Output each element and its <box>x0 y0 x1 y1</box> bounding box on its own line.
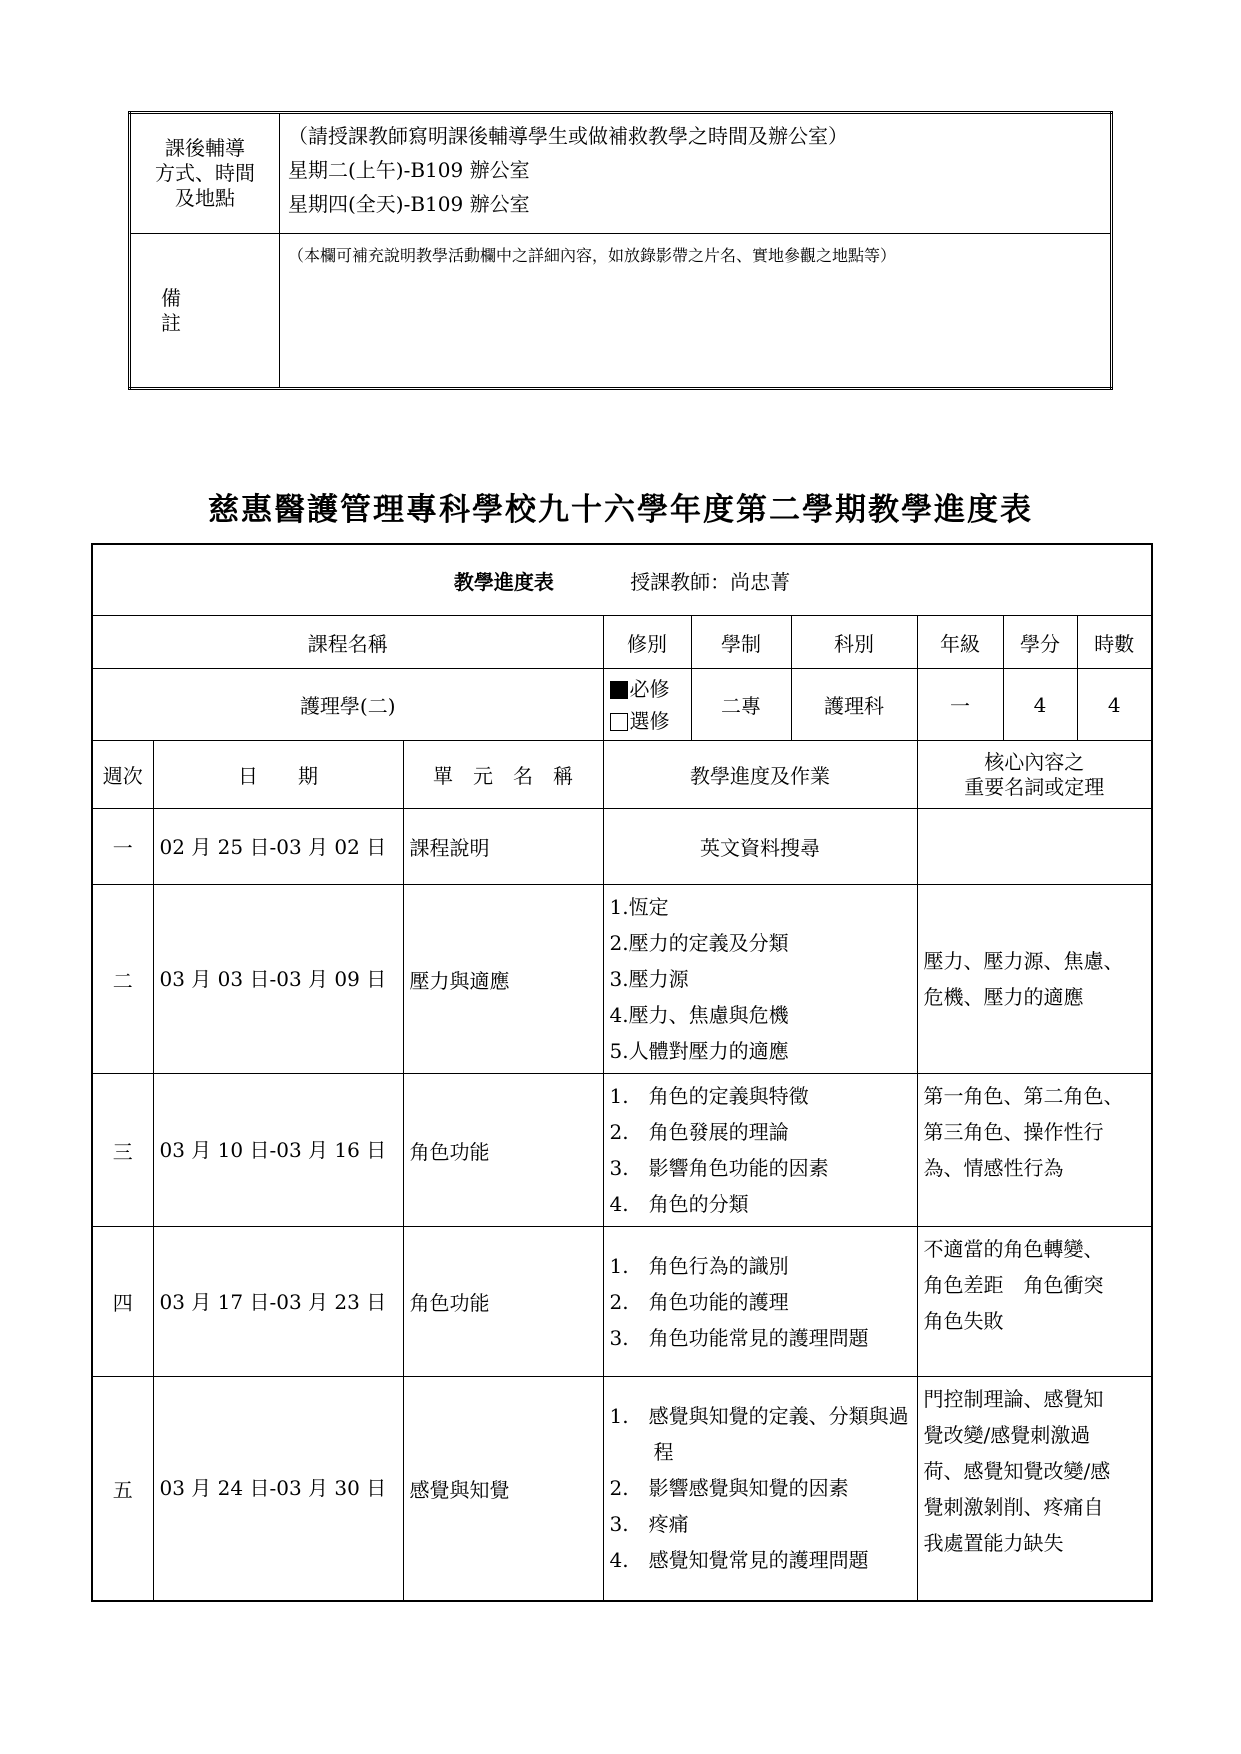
tutoring-label-line: 課後輔導 <box>165 136 245 160</box>
core-line: 危機、壓力的適應 <box>923 985 1084 1009</box>
course-system-header: 學制 <box>691 616 791 669</box>
required-option <box>604 673 691 705</box>
course-type-header: 修別 <box>603 616 691 669</box>
week-unit: 角色功能 <box>403 1227 603 1377</box>
elective-checkbox[interactable] <box>610 713 628 731</box>
progress-item: 5.人體對壓力的適應 <box>609 1039 789 1063</box>
core-line: 覺刺激剝削、疼痛自 <box>923 1495 1104 1519</box>
tutoring-content-cell <box>280 113 1112 234</box>
week-date: 03 月 03 日-03 月 09 日 <box>153 885 403 1074</box>
remarks-instruction: （本欄可補充說明教學活動欄中之詳細內容，如放錄影帶之片名、實地參觀之地點等） <box>288 246 897 265</box>
teaching-schedule-table <box>91 543 1153 1602</box>
tutoring-time: 星期四(全天)-B109 辦公室 <box>288 192 530 216</box>
progress-item: 2. 角色功能的護理 <box>609 1289 789 1314</box>
elective-label: 選修 <box>629 708 670 733</box>
week-number: 三 <box>92 1074 153 1227</box>
week-progress: 英文資料搜尋 <box>603 809 917 885</box>
progress-item: 4.壓力、焦慮與危機 <box>609 1003 789 1027</box>
core-line: 荷、感覺知覺改變/感 <box>923 1459 1111 1483</box>
week-unit: 課程說明 <box>403 809 603 885</box>
week-unit: 感覺與知覺 <box>403 1377 603 1601</box>
week-progress <box>603 885 917 1074</box>
required-label: 必修 <box>629 676 670 701</box>
progress-item: 1. 角色行為的識別 <box>609 1253 789 1278</box>
unit-header: 單 元 名 稱 <box>403 741 603 809</box>
core-header-line: 核心內容之 <box>984 749 1085 774</box>
core-line: 角色差距 角色衝突 <box>923 1273 1104 1297</box>
progress-item: 2. 角色發展的理論 <box>609 1120 789 1144</box>
remarks-label-char: 註 <box>161 310 181 335</box>
progress-item: 3. 疼痛 <box>609 1512 689 1537</box>
week-number: 五 <box>92 1377 153 1601</box>
core-line: 我處置能力缺失 <box>923 1531 1064 1555</box>
required-checkbox[interactable] <box>610 681 628 699</box>
schedule-label: 教學進度表 <box>453 569 554 594</box>
course-department-header: 科別 <box>791 616 917 669</box>
progress-item: 3. 影響角色功能的因素 <box>609 1156 829 1180</box>
week-progress <box>603 1227 917 1377</box>
week-row <box>92 1074 1152 1227</box>
core-line: 壓力、壓力源、焦慮、 <box>923 949 1124 973</box>
tutoring-instruction: （請授課教師寫明課後輔導學生或做補救教學之時間及辦公室） <box>288 124 848 148</box>
progress-item: 2. 影響感覺與知覺的因素 <box>609 1476 849 1501</box>
remarks-label-cell <box>130 234 280 389</box>
tutoring-label-line: 方式、時間 <box>155 161 255 185</box>
week-row <box>92 1377 1152 1601</box>
tutoring-label-line: 及地點 <box>175 186 235 210</box>
course-credits-header: 學分 <box>1003 616 1077 669</box>
course-name-header: 課程名稱 <box>92 616 603 669</box>
course-credits: 4 <box>1003 669 1077 741</box>
week-row <box>92 809 1152 885</box>
week-header: 週次 <box>92 741 153 809</box>
week-date: 03 月 10 日-03 月 16 日 <box>153 1074 403 1227</box>
progress-item: 4. 角色的分類 <box>609 1192 749 1216</box>
week-date: 03 月 17 日-03 月 23 日 <box>153 1227 403 1377</box>
core-line: 門控制理論、感覺知 <box>923 1387 1104 1411</box>
tutoring-label-cell <box>130 113 280 234</box>
course-department: 護理科 <box>791 669 917 741</box>
date-header: 日 期 <box>153 741 403 809</box>
week-date: 02 月 25 日-03 月 02 日 <box>153 809 403 885</box>
week-number: 一 <box>92 809 153 885</box>
core-line: 角色失敗 <box>923 1309 1004 1333</box>
tutoring-remarks-table <box>128 111 1113 390</box>
week-core <box>917 885 1152 1074</box>
week-core <box>917 1377 1152 1601</box>
week-row <box>92 885 1152 1074</box>
course-grade: 一 <box>917 669 1003 741</box>
progress-item: 3.壓力源 <box>609 967 689 991</box>
week-progress <box>603 1074 917 1227</box>
progress-item: 2.壓力的定義及分類 <box>609 931 789 955</box>
progress-item: 1. 角色的定義與特徵 <box>609 1084 809 1108</box>
elective-option <box>604 705 691 737</box>
tutoring-time: 星期二(上午)-B109 辦公室 <box>288 158 530 182</box>
remarks-label-char: 備 <box>161 285 181 310</box>
core-line: 第三角色、操作性行 <box>923 1120 1104 1144</box>
core-line: 覺改變/感覺刺激過 <box>923 1423 1091 1447</box>
week-unit: 角色功能 <box>403 1074 603 1227</box>
progress-item: 4. 感覺知覺常見的護理問題 <box>609 1548 869 1573</box>
week-date: 03 月 24 日-03 月 30 日 <box>153 1377 403 1601</box>
week-core <box>917 809 1152 885</box>
document-title: 慈惠醫護管理專科學校九十六學年度第二學期教學進度表 <box>208 492 1033 528</box>
progress-header: 教學進度及作業 <box>603 741 917 809</box>
course-grade-header: 年級 <box>917 616 1003 669</box>
course-system: 二專 <box>691 669 791 741</box>
week-number: 四 <box>92 1227 153 1377</box>
schedule-header <box>92 544 1152 616</box>
course-hours-header: 時數 <box>1077 616 1152 669</box>
core-header-line: 重要名詞或定理 <box>964 774 1105 799</box>
course-type-cell <box>603 669 691 741</box>
progress-item: 1. 感覺與知覺的定義、分類與過程 <box>609 1404 909 1465</box>
core-line: 不適當的角色轉變、 <box>923 1237 1104 1261</box>
core-line: 為、情感性行為 <box>923 1156 1064 1180</box>
progress-item: 3. 角色功能常見的護理問題 <box>609 1325 869 1350</box>
week-row <box>92 1227 1152 1377</box>
week-core <box>917 1074 1152 1227</box>
core-line: 第一角色、第二角色、 <box>923 1084 1124 1108</box>
week-core <box>917 1227 1152 1377</box>
progress-item: 1.恆定 <box>609 895 669 919</box>
teacher-name: 授課教師：尚忠菁 <box>630 569 791 594</box>
week-progress <box>603 1377 917 1601</box>
course-hours: 4 <box>1077 669 1152 741</box>
remarks-content-cell <box>280 234 1112 389</box>
week-number: 二 <box>92 885 153 1074</box>
core-header <box>917 741 1152 809</box>
course-name: 護理學(二) <box>92 669 603 741</box>
week-unit: 壓力與適應 <box>403 885 603 1074</box>
